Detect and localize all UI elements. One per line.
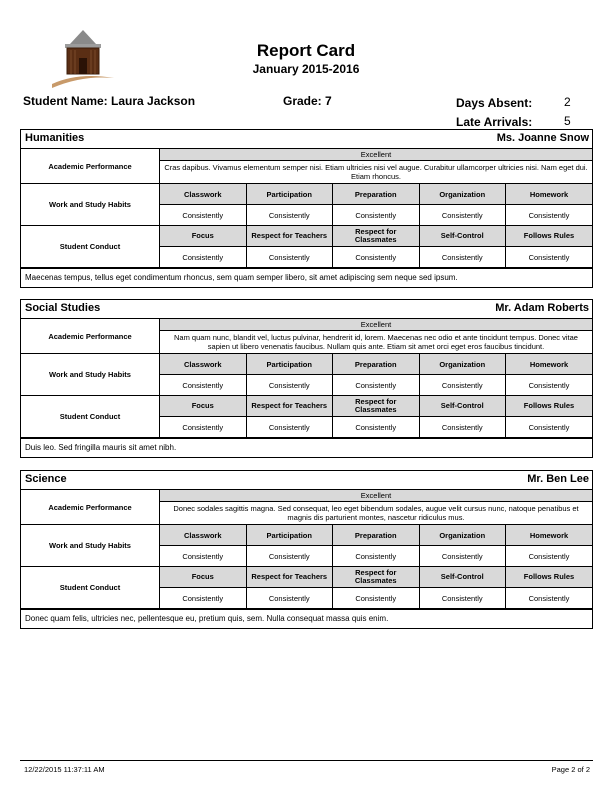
student-conduct-label: Student Conduct xyxy=(21,567,160,609)
conduct-rating: Consistently xyxy=(160,417,247,438)
conduct-rating: Consistently xyxy=(419,417,506,438)
teacher-name: Ms. Joanne Snow xyxy=(496,132,589,144)
conduct-column-header: Follows Rules xyxy=(506,396,593,417)
conduct-rating: Consistently xyxy=(160,588,247,609)
subject-section xyxy=(20,299,593,458)
conduct-column-header: Follows Rules xyxy=(506,226,593,247)
evaluation-table xyxy=(21,149,592,268)
habit-rating: Consistently xyxy=(333,375,420,396)
conduct-column-header: Respect for Teachers xyxy=(246,567,333,588)
work-study-habits-label: Work and Study Habits xyxy=(21,184,160,226)
habit-column-header: Organization xyxy=(419,525,506,546)
report-title: Report Card xyxy=(256,41,356,60)
conduct-rating: Consistently xyxy=(333,588,420,609)
habit-column-header: Homework xyxy=(506,184,593,205)
performance-grade: Excellent xyxy=(160,490,593,502)
conduct-rating: Consistently xyxy=(419,588,506,609)
student-conduct-label: Student Conduct xyxy=(21,396,160,438)
evaluation-table xyxy=(21,319,592,438)
conduct-column-header: Self-Control xyxy=(419,567,506,588)
report-subtitle: January 2015-2016 xyxy=(252,62,360,76)
performance-comment: Nam quam nunc, blandit vel, luctus pulvinar, hendrerit id, lorem. Maecenas nec odio et ante tincidunt tempus. Donec vitae sapien ut libero venenatis faucibus. Nullam quis ante. Etiam sit amet orci eget eros faucibus tincidunt. xyxy=(160,331,593,354)
teacher-name: Mr. Adam Roberts xyxy=(495,302,589,314)
habit-rating: Consistently xyxy=(246,205,333,226)
habit-rating: Consistently xyxy=(246,375,333,396)
late-arrivals-label: Late Arrivals: xyxy=(456,115,533,129)
conduct-rating: Consistently xyxy=(160,247,247,268)
habit-column-header: Organization xyxy=(419,184,506,205)
habit-column-header: Organization xyxy=(419,354,506,375)
subject-section xyxy=(20,129,593,288)
conduct-rating: Consistently xyxy=(333,417,420,438)
performance-comment: Donec sodales sagittis magna. Sed consequat, leo eget bibendum sodales, augue velit cursus nunc, natoque penatibus et magnis dis parturient montes, nascetur ridiculus mus. xyxy=(160,502,593,525)
academic-performance-label: Academic Performance xyxy=(21,490,160,525)
performance-grade: Excellent xyxy=(160,319,593,331)
habit-column-header: Preparation xyxy=(333,525,420,546)
teacher-comment: Duis leo. Sed fringilla mauris sit amet nibh. xyxy=(21,438,592,457)
student-grade: Grade: 7 xyxy=(283,94,332,108)
habit-column-header: Classwork xyxy=(160,354,247,375)
habit-rating: Consistently xyxy=(506,546,593,567)
habit-column-header: Homework xyxy=(506,525,593,546)
habit-rating: Consistently xyxy=(419,205,506,226)
conduct-rating: Consistently xyxy=(246,588,333,609)
habit-rating: Consistently xyxy=(506,205,593,226)
conduct-column-header: Self-Control xyxy=(419,396,506,417)
conduct-rating: Consistently xyxy=(506,588,593,609)
habit-rating: Consistently xyxy=(419,375,506,396)
subject-name: Social Studies xyxy=(25,302,101,314)
work-study-habits-label: Work and Study Habits xyxy=(21,525,160,567)
habit-rating: Consistently xyxy=(333,546,420,567)
student-conduct-label: Student Conduct xyxy=(21,226,160,268)
teacher-name: Mr. Ben Lee xyxy=(527,473,589,485)
habit-column-header: Preparation xyxy=(333,184,420,205)
section-header xyxy=(21,130,592,149)
conduct-column-header: Respect for Teachers xyxy=(246,226,333,247)
habit-rating: Consistently xyxy=(333,205,420,226)
section-header xyxy=(21,471,592,490)
subject-name: Science xyxy=(25,473,67,485)
section-header xyxy=(21,300,592,319)
conduct-rating: Consistently xyxy=(246,247,333,268)
habit-rating: Consistently xyxy=(246,546,333,567)
performance-comment: Cras dapibus. Vivamus elementum semper nisi. Etiam ultricies nisi vel augue. Curabitur ullamcorper ultricies nisi. Nam eget dui. Etiam rhoncus. xyxy=(160,161,593,184)
conduct-column-header: Self-Control xyxy=(419,226,506,247)
conduct-column-header: Focus xyxy=(160,396,247,417)
habit-column-header: Homework xyxy=(506,354,593,375)
footer-divider xyxy=(20,760,593,761)
subject-name: Humanities xyxy=(25,132,85,144)
conduct-rating: Consistently xyxy=(246,417,333,438)
footer-page-number: Page 2 of 2 xyxy=(551,765,590,774)
days-absent-label: Days Absent: xyxy=(456,96,533,110)
habit-column-header: Classwork xyxy=(160,525,247,546)
conduct-column-header: Focus xyxy=(160,226,247,247)
academic-performance-label: Academic Performance xyxy=(21,149,160,184)
habit-rating: Consistently xyxy=(419,546,506,567)
habit-column-header: Participation xyxy=(246,525,333,546)
habit-column-header: Preparation xyxy=(333,354,420,375)
conduct-column-header: Follows Rules xyxy=(506,567,593,588)
conduct-column-header: Respect for Classmates xyxy=(333,396,420,417)
habit-column-header: Participation xyxy=(246,184,333,205)
conduct-column-header: Respect for Classmates xyxy=(333,226,420,247)
late-arrivals-value: 5 xyxy=(564,114,571,128)
academic-performance-label: Academic Performance xyxy=(21,319,160,354)
days-absent-value: 2 xyxy=(564,95,571,109)
conduct-column-header: Respect for Teachers xyxy=(246,396,333,417)
habit-column-header: Classwork xyxy=(160,184,247,205)
conduct-column-header: Focus xyxy=(160,567,247,588)
conduct-rating: Consistently xyxy=(506,417,593,438)
habit-rating: Consistently xyxy=(160,205,247,226)
habit-rating: Consistently xyxy=(506,375,593,396)
teacher-comment: Maecenas tempus, tellus eget condimentum rhoncus, sem quam semper libero, sit amet adipiscing sem neque sed ipsum. xyxy=(21,268,592,287)
footer-timestamp: 12/22/2015 11:37:11 AM xyxy=(24,765,105,774)
conduct-column-header: Respect for Classmates xyxy=(333,567,420,588)
habit-rating: Consistently xyxy=(160,546,247,567)
performance-grade: Excellent xyxy=(160,149,593,161)
conduct-rating: Consistently xyxy=(506,247,593,268)
subject-section xyxy=(20,470,593,629)
student-name: Student Name: Laura Jackson xyxy=(23,94,196,108)
habit-rating: Consistently xyxy=(160,375,247,396)
evaluation-table xyxy=(21,490,592,609)
teacher-comment: Donec quam felis, ultricies nec, pellentesque eu, pretium quis, sem. Nulla consequat massa quis enim. xyxy=(21,609,592,628)
conduct-rating: Consistently xyxy=(333,247,420,268)
work-study-habits-label: Work and Study Habits xyxy=(21,354,160,396)
conduct-rating: Consistently xyxy=(419,247,506,268)
habit-column-header: Participation xyxy=(246,354,333,375)
